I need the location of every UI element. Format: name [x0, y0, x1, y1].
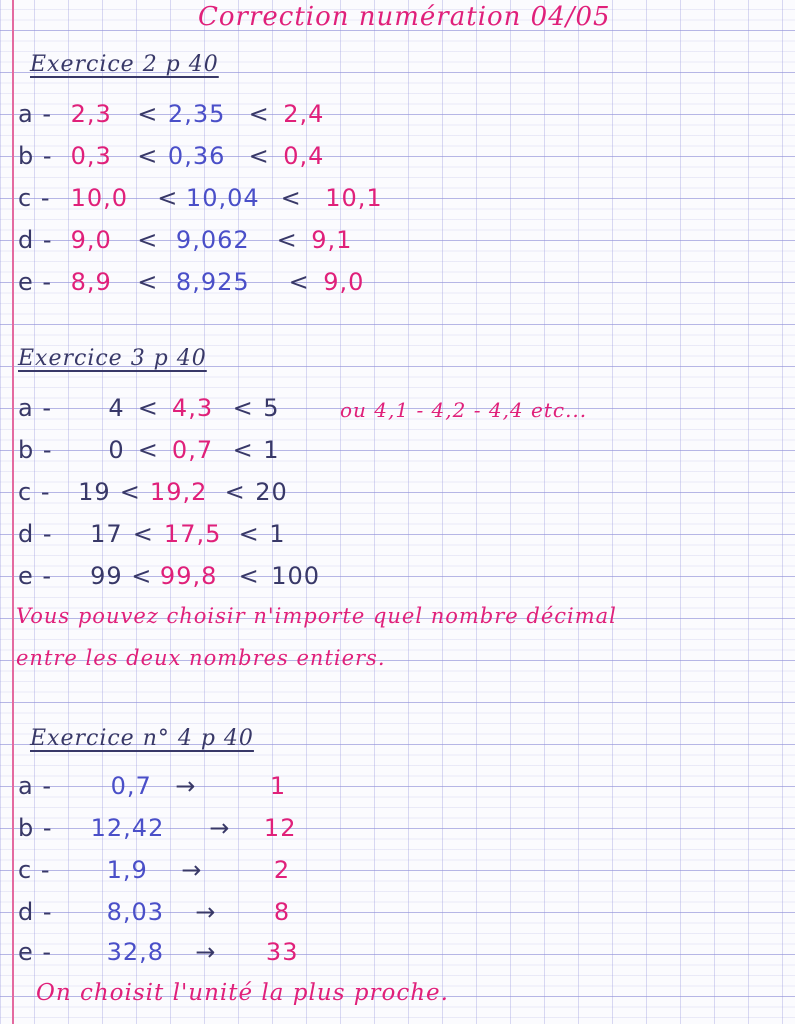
ex2-row-d [18, 226, 352, 254]
less-than: < [232, 436, 254, 464]
arrow-icon: → [195, 898, 217, 926]
ex4-row-b [18, 814, 296, 842]
ex3-row-b [18, 436, 279, 464]
decimal-value: 32,8 [106, 938, 165, 966]
decimal-between: 99,8 [159, 562, 218, 590]
less-than: < [248, 142, 270, 170]
less-than: < [276, 226, 298, 254]
exercise-4-note: On choisit l'unité la plus proche. [36, 980, 449, 1006]
lower-integer: 99 [90, 562, 123, 590]
decimal-value: 12,42 [90, 814, 165, 842]
exercise-4-heading: Exercice n° 4 p 40 [30, 726, 254, 751]
ex3-row-c [18, 478, 288, 506]
ex4-row-e [18, 938, 298, 966]
row-letter: e - [18, 938, 53, 966]
decimal-value: 8,03 [106, 898, 165, 926]
exercise-3-note-line-1: Vous pouvez choisir n'importe quel nombre décimal [16, 604, 617, 628]
row-letter: d - [18, 226, 53, 254]
decimal-between: 2,35 [167, 100, 226, 128]
row-letter: c - [18, 184, 51, 212]
less-than: < [224, 478, 246, 506]
decimal-between: 17,5 [163, 520, 222, 548]
row-letter: d - [18, 898, 53, 926]
row-letter: a - [18, 772, 52, 800]
decimal-between: 0,7 [171, 436, 214, 464]
decimal-value: 1,9 [106, 856, 148, 884]
upper-integer: 100 [271, 562, 321, 590]
less-than: < [238, 520, 260, 548]
lower-bound: 0,3 [70, 142, 112, 170]
nearest-unit: 8 [273, 898, 291, 926]
less-than: < [137, 142, 159, 170]
row-letter: d - [18, 520, 53, 548]
row-letter: c - [18, 478, 51, 506]
arrow-icon: → [195, 938, 217, 966]
less-than: < [137, 226, 159, 254]
nearest-unit: 12 [263, 814, 297, 842]
upper-bound: 10,1 [325, 184, 383, 212]
ex2-row-b [18, 142, 324, 170]
upper-integer: 5 [263, 394, 280, 422]
decimal-between: 19,2 [149, 478, 208, 506]
lower-bound: 8,9 [70, 268, 112, 296]
nearest-unit: 2 [273, 856, 291, 884]
arrow-icon: → [181, 856, 203, 884]
decimal-value: 0,7 [110, 772, 152, 800]
row-letter: a - [18, 100, 52, 128]
nearest-unit: 1 [269, 772, 287, 800]
alternative-answers-note: ou 4,1 - 4,2 - 4,4 etc... [340, 398, 588, 422]
decimal-between: 9,062 [175, 226, 250, 254]
row-letter: a - [18, 394, 52, 422]
lower-integer: 4 [108, 394, 125, 422]
upper-bound: 9,0 [323, 268, 365, 296]
ex2-row-e [18, 268, 364, 296]
less-than: < [137, 100, 159, 128]
less-than: < [132, 520, 154, 548]
less-than: < [137, 394, 159, 422]
upper-bound: 9,1 [311, 226, 353, 254]
ex3-row-a [18, 394, 279, 422]
exercise-2-heading: Exercice 2 p 40 [30, 52, 219, 77]
lower-bound: 10,0 [70, 184, 129, 212]
arrow-icon: → [209, 814, 231, 842]
ex3-row-e [18, 562, 320, 590]
decimal-between: 0,36 [167, 142, 226, 170]
decimal-between: 8,925 [175, 268, 250, 296]
upper-integer: 1 [269, 520, 286, 548]
less-than: < [232, 394, 254, 422]
decimal-between: 4,3 [171, 394, 214, 422]
decimal-between: 10,04 [185, 184, 260, 212]
less-than: < [137, 436, 159, 464]
upper-integer: 20 [255, 478, 288, 506]
upper-integer: 1 [263, 436, 280, 464]
row-letter: e - [18, 562, 53, 590]
exercise-3-note-line-2: entre les deux nombres entiers. [16, 646, 386, 670]
page-title: Correction numération 04/05 [198, 2, 611, 32]
ex2-row-a [18, 100, 324, 128]
row-letter: e - [18, 268, 53, 296]
exercise-3-heading: Exercice 3 p 40 [18, 346, 207, 371]
row-letter: b - [18, 814, 53, 842]
lower-bound: 9,0 [70, 226, 112, 254]
less-than: < [157, 184, 179, 212]
ex2-row-c [18, 184, 383, 212]
upper-bound: 0,4 [283, 142, 325, 170]
lower-integer: 19 [78, 478, 111, 506]
less-than: < [248, 100, 270, 128]
row-letter: c - [18, 856, 51, 884]
margin-line [12, 0, 14, 1024]
less-than: < [288, 268, 310, 296]
less-than: < [238, 562, 260, 590]
lower-bound: 2,3 [70, 100, 112, 128]
ex4-row-c [18, 856, 290, 884]
less-than: < [280, 184, 302, 212]
ex4-row-d [18, 898, 290, 926]
less-than: < [119, 478, 141, 506]
arrow-icon: → [175, 772, 197, 800]
ex3-row-d [18, 520, 285, 548]
less-than: < [137, 268, 159, 296]
less-than: < [131, 562, 153, 590]
lower-integer: 17 [90, 520, 123, 548]
row-letter: b - [18, 142, 53, 170]
upper-bound: 2,4 [283, 100, 325, 128]
ex4-row-a [18, 772, 286, 800]
nearest-unit: 33 [265, 938, 299, 966]
row-letter: b - [18, 436, 53, 464]
lower-integer: 0 [108, 436, 125, 464]
